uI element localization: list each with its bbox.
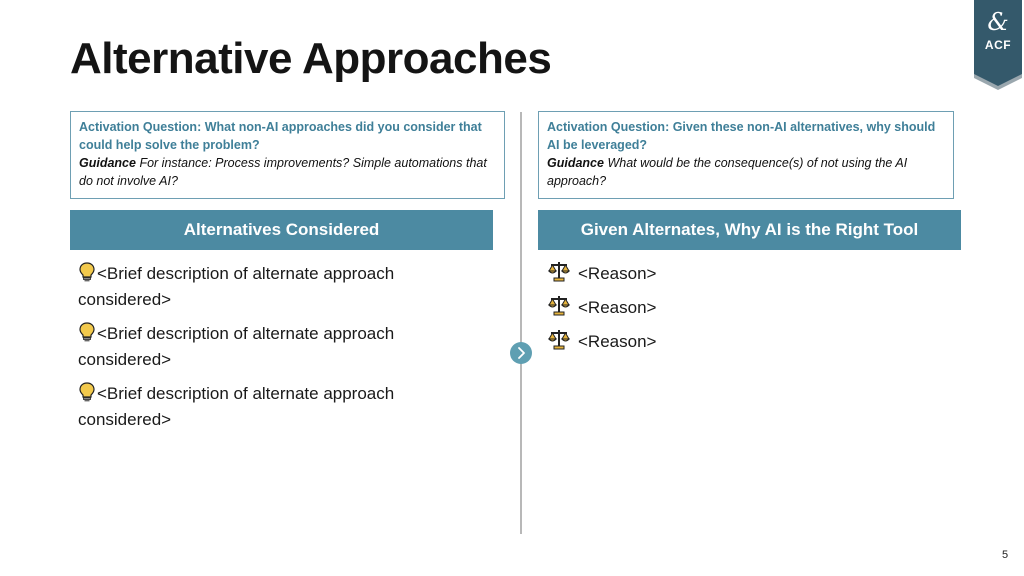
list-item [78, 262, 458, 311]
scales-icon [548, 294, 570, 323]
alternative-text: <Brief description of alternate approach considered> [78, 264, 395, 309]
scales-icon [548, 260, 570, 289]
guidance-label: Guidance [79, 156, 136, 170]
lightbulb-icon [78, 382, 96, 408]
list-item [548, 296, 848, 320]
reason-text: <Reason> [578, 264, 657, 283]
guidance-text: For instance: Process improvements? Simple automations that do not involve AI? [79, 156, 487, 188]
alternatives-header: Alternatives Considered [70, 210, 493, 250]
alternative-text: <Brief description of alternate approach considered> [78, 384, 395, 429]
guidance-label: Guidance [547, 156, 604, 170]
acf-logo [972, 0, 1024, 90]
reasons-list [548, 262, 848, 364]
list-item [548, 330, 848, 354]
list-item [78, 382, 458, 431]
logo-text: ACF [984, 38, 1012, 52]
guidance-text: What would be the consequence(s) of not using the AI approach? [547, 156, 908, 188]
why-ai-header: Given Alternates, Why AI is the Right Tool [538, 210, 961, 250]
activation-question-box-right [538, 111, 954, 199]
lightbulb-icon [78, 262, 96, 288]
reason-text: <Reason> [578, 298, 657, 317]
lightbulb-icon [78, 322, 96, 348]
reason-text: <Reason> [578, 332, 657, 351]
list-item [78, 322, 458, 371]
scales-icon [548, 328, 570, 357]
column-divider [520, 112, 522, 534]
activation-question-box-left [70, 111, 505, 199]
activation-question: Activation Question: Given these non-AI alternatives, why should AI be leveraged? [547, 120, 936, 152]
list-item [548, 262, 848, 286]
chevron-right-icon[interactable] [510, 342, 532, 364]
slide-title: Alternative Approaches [70, 34, 552, 83]
alternative-text: <Brief description of alternate approach considered> [78, 324, 395, 369]
activation-question: Activation Question: What non-AI approaches did you consider that could help solve the problem? [79, 120, 482, 152]
alternatives-list [78, 262, 458, 442]
page-number: 5 [1002, 549, 1009, 561]
logo-mark: & [987, 8, 1009, 36]
